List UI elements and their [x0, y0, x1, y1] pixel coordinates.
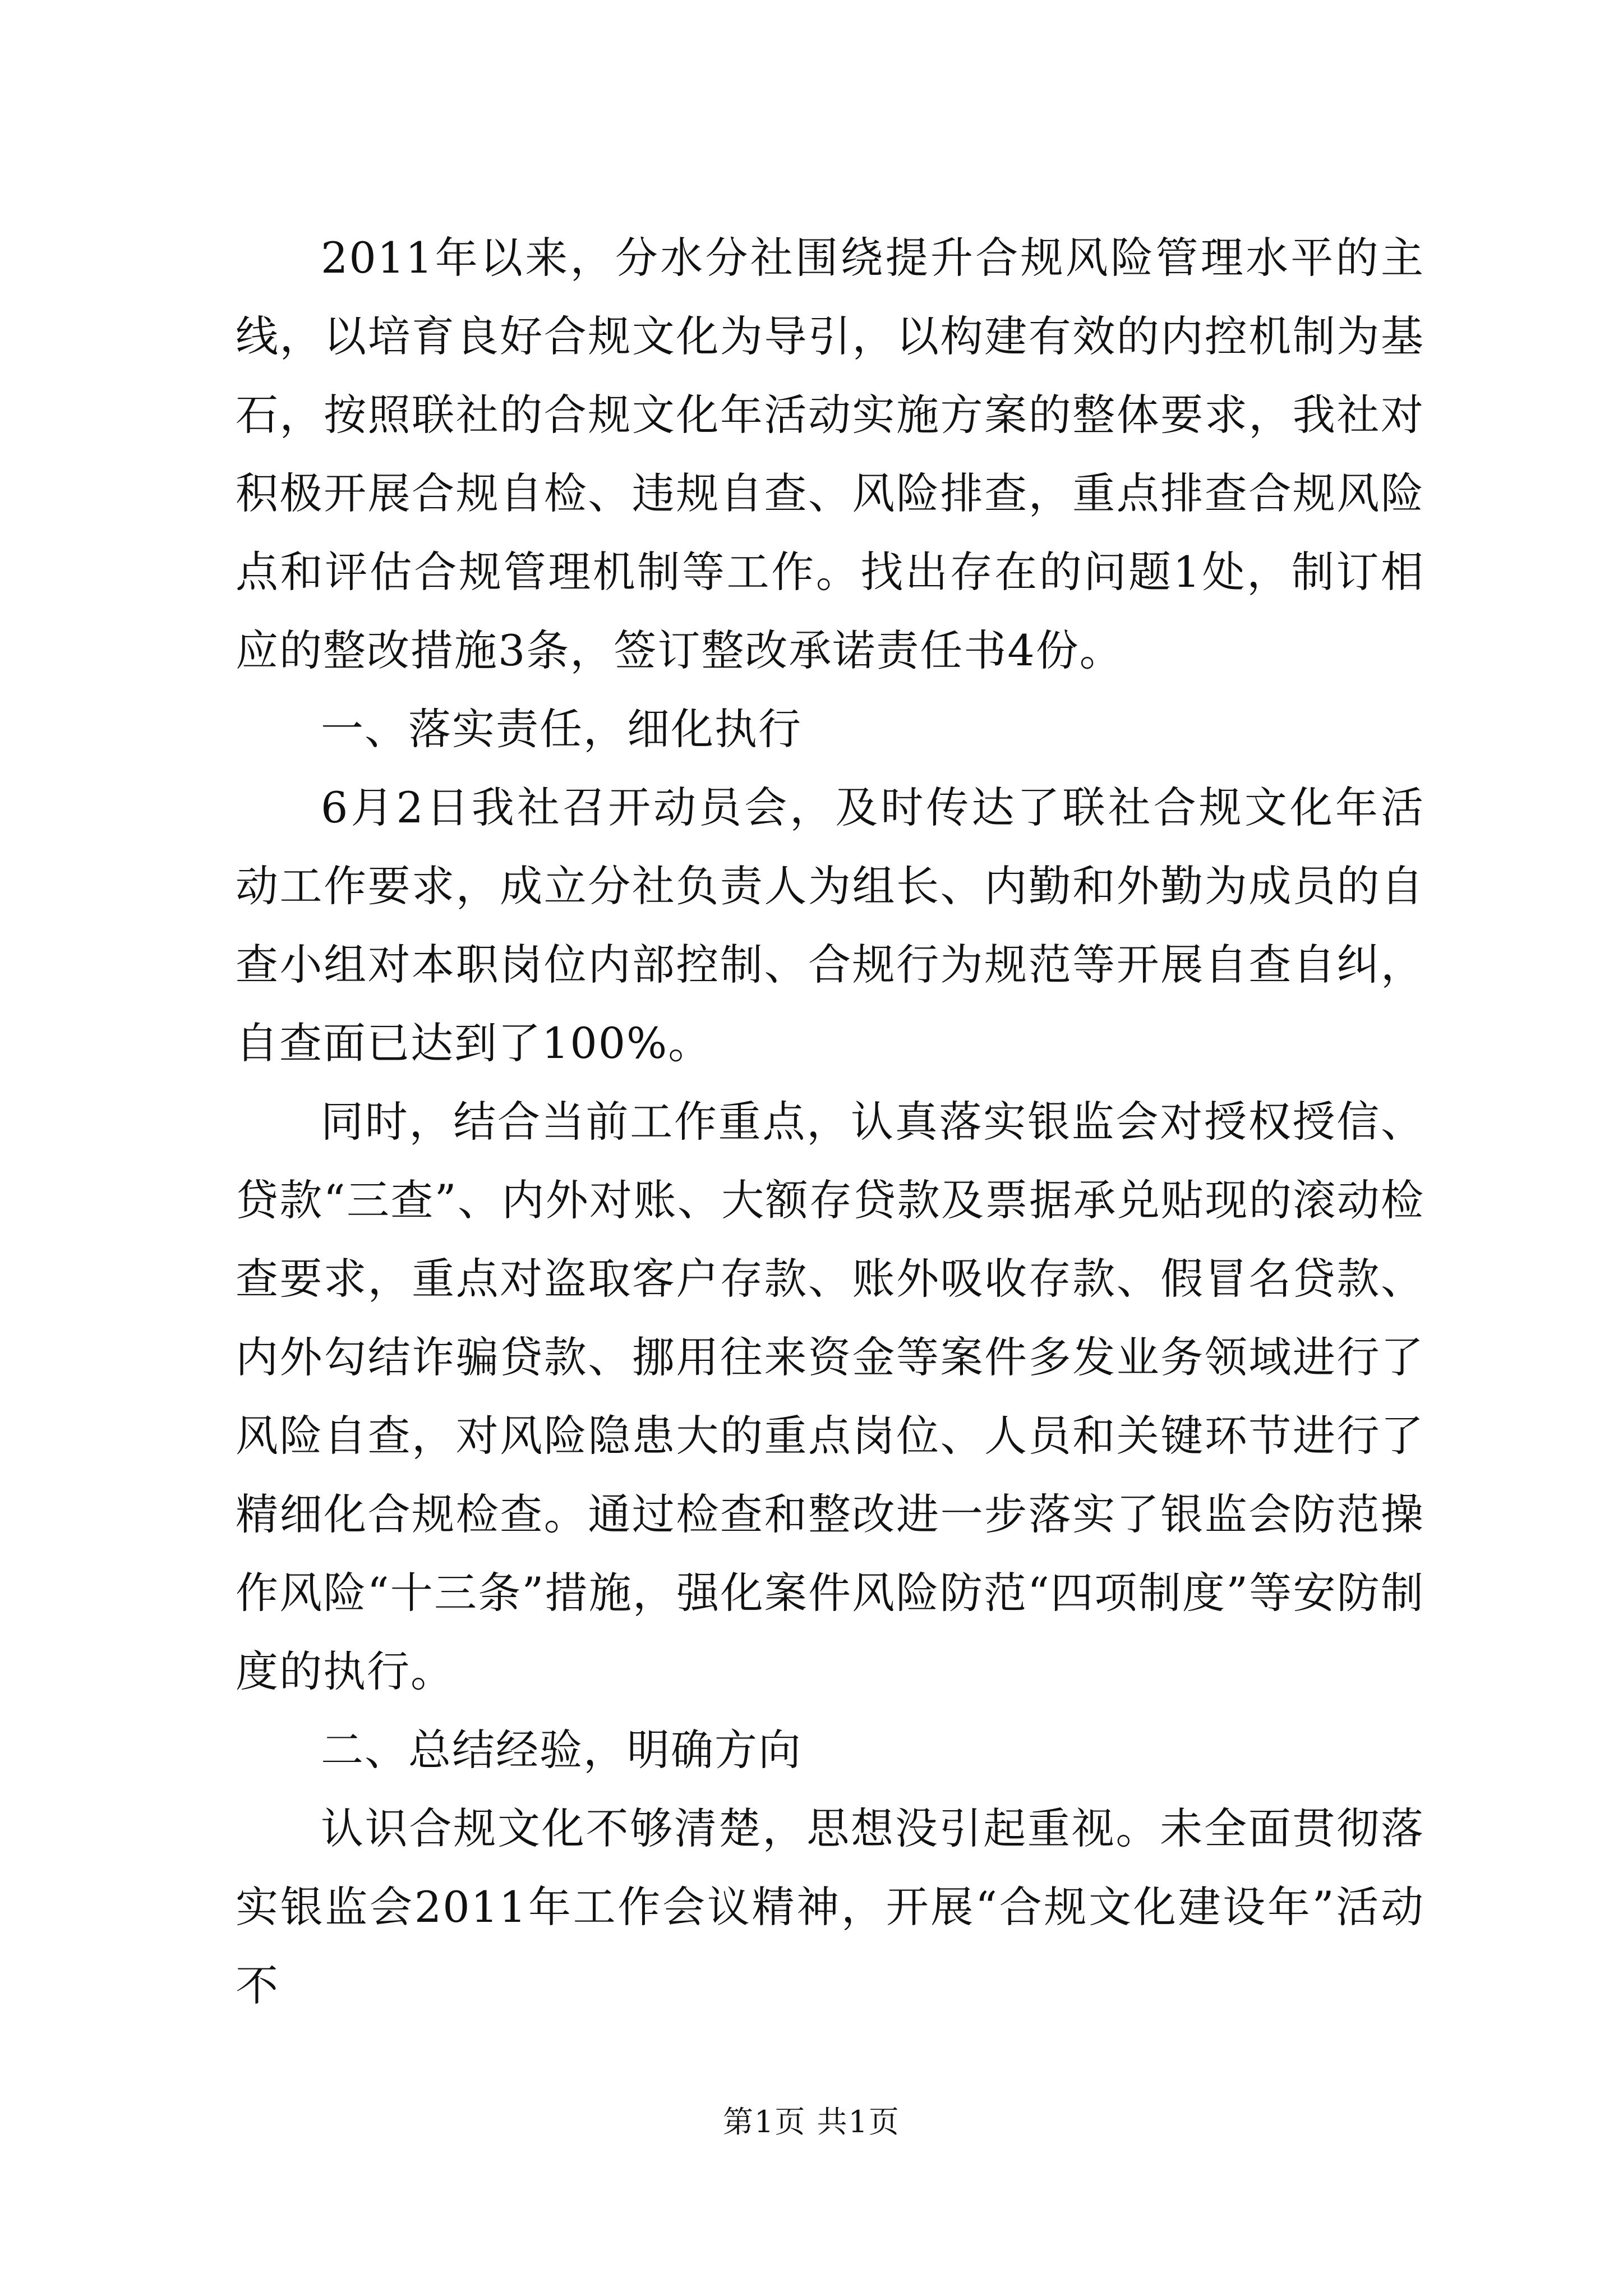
section-heading-2: 二、总结经验，明确方向	[321, 1725, 802, 1775]
section-heading-1: 一、落实责任，细化执行	[321, 704, 802, 754]
paragraph-inspection: 同时，结合当前工作重点，认真落实银监会对授权授信、贷款“三查”、内外对账、大额存贷款及票据承兑贴现的滚动检查要求，重点对盗取客户存款、账外吸收存款、假冒名贷款、内外勾结诈骗贷款、挪用往来资金等案件多发业务领域进行了风险自查，对风险隐患大的重点岗位、人员和关键环节进行了精细化合规检查。通过检查和整改进一步落实了银监会防范操作风险“十三条”措施，强化案件风险防范“四项制度”等安防制度的执行。	[236, 1097, 1424, 1696]
paragraph-intro: 2011年以来，分水分社围绕提升合规风险管理水平的主线，以培育良好合规文化为导引，以构建有效的内控机制为基石，按照联社的合规文化年活动实施方案的整体要求，我社对积极开展合规自检、违规自查、风险排查，重点排查合规风险点和评估合规管理机制等工作。找出存在的问题1处，制订相应的整改措施3条，签订整改承诺责任书4份。	[236, 233, 1424, 675]
paragraph-mobilization: 6月2日我社召开动员会，及时传达了联社合规文化年活动工作要求，成立分社负责人为组长、内勤和外勤为成员的自查小组对本职岗位内部控制、合规行为规范等开展自查自纠，自查面已达到了100%。	[236, 783, 1424, 1068]
document-body	[236, 219, 1424, 2025]
paragraph-summary: 认识合规文化不够清楚，思想没引起重视。未全面贯彻落实银监会2011年工作会议精神，开展“合规文化建设年”活动不	[236, 1803, 1424, 2010]
page-footer: 第1页 共1页	[723, 2104, 900, 2139]
